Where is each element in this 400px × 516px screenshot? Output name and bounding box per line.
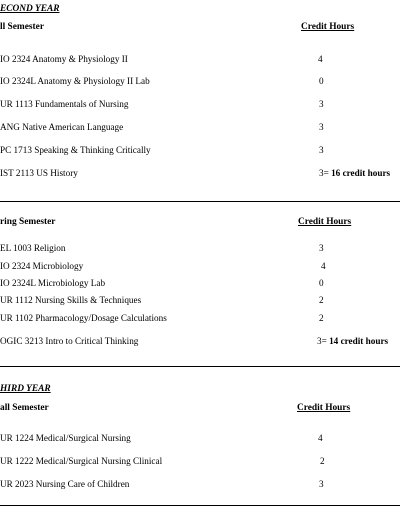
- course-hours: 4: [318, 433, 323, 443]
- section-divider: [0, 366, 400, 367]
- course-hours: 3: [319, 145, 324, 155]
- semester-total: [319, 168, 390, 178]
- course-hours: 0: [319, 278, 324, 288]
- spring-semester-label: ring Semester: [0, 217, 56, 227]
- course-hours: 3: [319, 243, 324, 253]
- credit-hours-header: Credit Hours: [297, 403, 351, 413]
- course-hours: 4: [318, 54, 323, 64]
- course-name: IO 2324L Microbiology Lab: [0, 278, 106, 288]
- course-hours: 2: [319, 295, 324, 305]
- course-name: EL 1003 Religion: [0, 243, 66, 253]
- course-name: IST 2113 US History: [0, 168, 78, 178]
- total-credit-hours: 16 credit hours: [331, 168, 391, 178]
- course-hours: 3: [319, 99, 324, 109]
- course-name: PC 1713 Speaking & Thinking Critically: [0, 145, 151, 155]
- course-hours: 2: [320, 456, 325, 466]
- course-name: UR 1113 Fundamentals of Nursing: [0, 99, 129, 109]
- course-name: ANG Native American Language: [0, 122, 124, 132]
- course-name: IO 2324L Anatomy & Physiology II Lab: [0, 76, 150, 86]
- section-divider: [0, 505, 400, 506]
- semester-total: [317, 336, 388, 346]
- course-hours: 2: [319, 313, 324, 323]
- course-hours: 4: [321, 261, 326, 271]
- course-hours: 0: [319, 76, 324, 86]
- course-name: OGIC 3213 Intro to Critical Thinking: [0, 336, 139, 346]
- total-prefix: 3=: [319, 168, 332, 178]
- third-year-title: HIRD YEAR: [0, 384, 51, 394]
- course-name: UR 1224 Medical/Surgical Nursing: [0, 433, 131, 443]
- course-hours: 3: [319, 122, 324, 132]
- total-prefix: 3=: [317, 336, 330, 346]
- course-name: UR 2023 Nursing Care of Children: [0, 479, 130, 489]
- section-divider: [0, 201, 400, 202]
- course-name: UR 1112 Nursing Skills & Techniques: [0, 295, 142, 305]
- fall-semester-label: ll Semester: [0, 22, 44, 32]
- course-name: IO 2324 Anatomy & Physiology II: [0, 54, 128, 64]
- fall-semester-label: all Semester: [0, 403, 49, 413]
- second-year-title: ECOND YEAR: [0, 4, 60, 14]
- course-hours: 3: [319, 479, 324, 489]
- course-name: IO 2324 Microbiology: [0, 261, 84, 271]
- course-name: UR 1222 Medical/Surgical Nursing Clinical: [0, 456, 163, 466]
- course-name: UR 1102 Pharmacology/Dosage Calculations: [0, 313, 167, 323]
- total-credit-hours: 14 credit hours: [329, 336, 389, 346]
- credit-hours-header: Credit Hours: [298, 217, 352, 227]
- credit-hours-header: Credit Hours: [301, 22, 355, 32]
